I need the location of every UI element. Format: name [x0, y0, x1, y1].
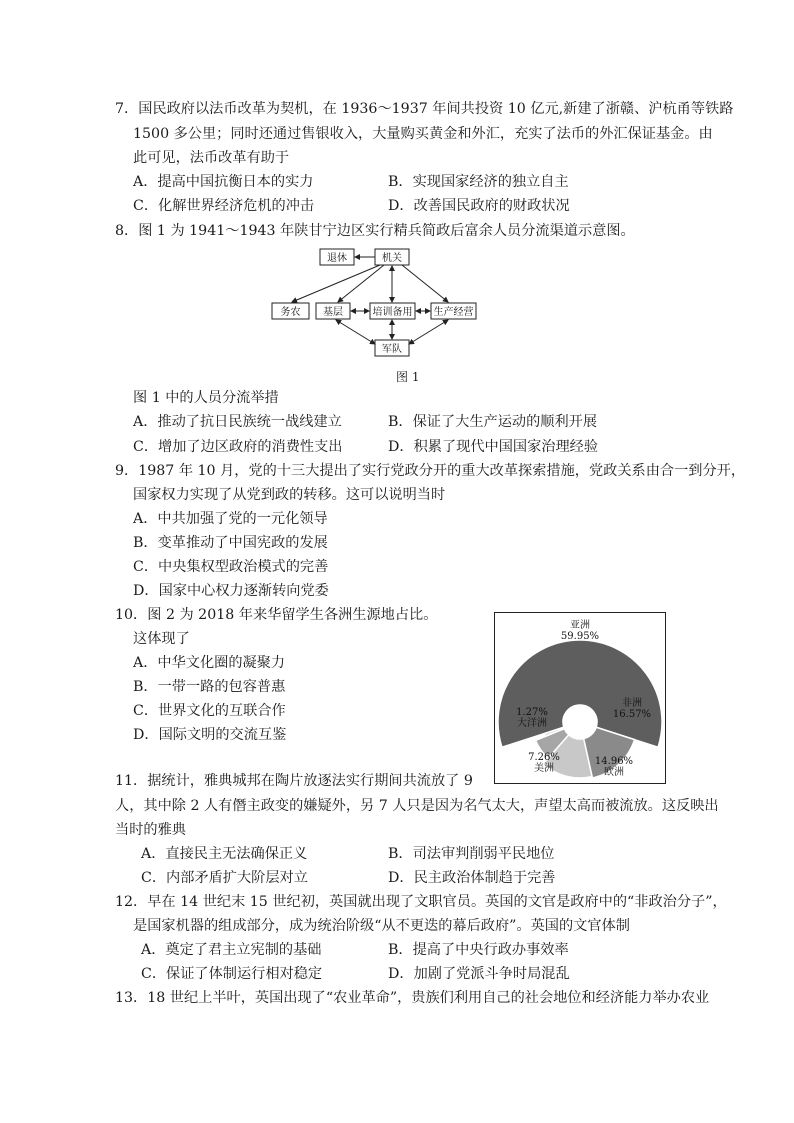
q11-option-c[interactable]: C．内部矛盾扩大阶层对立 — [141, 870, 308, 886]
q8-option-b[interactable]: B．保证了大生产运动的顺利开展 — [388, 414, 598, 430]
q7-option-d[interactable]: D．改善国民政府的财政状况 — [388, 198, 570, 214]
q11-stem-line2: 人，其中除 2 人有僭主政变的嫌疑外，另 7 人只是因为名气太大，声望太高而被流放。这反映出 — [115, 798, 719, 814]
q9-option-c[interactable]: C．中央集权型政治模式的完善 — [133, 559, 329, 575]
q10-option-c[interactable]: C．世界文化的互联合作 — [133, 703, 286, 719]
q11-stem-line3: 当时的雅典 — [115, 822, 186, 838]
q9-option-a[interactable]: A．中共加强了党的一元化领导 — [133, 511, 328, 527]
q10-stem-line2: 这体现了 — [133, 631, 190, 647]
pie-label-name-3: 美洲 — [534, 763, 554, 774]
label-training: 培训备用 — [372, 307, 413, 318]
pie-label-name-4: 大洋洲 — [517, 718, 547, 729]
q12-option-d[interactable]: D．加剧了党派斗争时局混乱 — [388, 966, 570, 982]
label-organ: 机关 — [382, 253, 402, 264]
label-grassroots: 基层 — [323, 307, 343, 318]
q11-stem-line1: 11．据统计，雅典城邦在陶片放逐法实行期间共流放了 9 — [115, 773, 473, 789]
q10-option-a[interactable]: A．中华文化圈的凝聚力 — [133, 655, 286, 671]
q8-option-d[interactable]: D．积累了现代中国国家治理经验 — [388, 439, 599, 455]
q9-stem-line2: 国家权力实现了从党到政的转移。这可以说明当时 — [133, 487, 446, 503]
arrow-organ-grassroots — [338, 265, 384, 302]
q12-option-b[interactable]: B．提高了中央行政办事效率 — [388, 942, 569, 958]
q8-option-a[interactable]: A．推动了抗日民族统一战线建立 — [133, 414, 342, 430]
pie-label-value-4: 1.27% — [516, 707, 548, 718]
q12-stem-line1: 12．早在 14 世纪末 15 世纪初，英国就出现了文职官员。英国的文官是政府中的“非政治分子”， — [115, 894, 727, 910]
q7-option-a[interactable]: A．提高中国抗衡日本的实力 — [133, 174, 314, 190]
pie-label-value-1: 16.57% — [612, 709, 652, 720]
q9-option-d[interactable]: D．国家中心权力逐渐转向党委 — [133, 583, 329, 599]
q9-option-b[interactable]: B．变革推动了中国宪政的发展 — [133, 535, 328, 551]
q7-stem-line3: 此可见，法币改革有助于 — [133, 150, 290, 166]
q9-stem-line1: 9．1987 年 10 月，党的十三大提出了实行党政分开的重大改革探索措施，党政关系由合一到分开， — [115, 463, 746, 479]
arrow-grassroots-army — [336, 320, 375, 344]
q7-stem-line2: 1500 多公里；同时还通过售银收入，大量购买黄金和外汇，充实了法币的外汇保证基金。由 — [133, 126, 713, 142]
q12-option-a[interactable]: A．奠定了君主立宪制的基础 — [141, 942, 322, 958]
pie-center-hole — [564, 706, 596, 738]
q11-option-d[interactable]: D．民主政治体制趋于完善 — [388, 870, 556, 886]
arrow-organ-production — [402, 265, 448, 302]
q8-stem-line1: 8．图 1 为 1941～1943 年陕甘宁边区实行精兵简政后富余人员分流渠道示意图。 — [115, 223, 635, 239]
q8-stem-line2: 图 1 中的人员分流举措 — [133, 390, 279, 406]
q12-stem-line2: 是国家机器的组成部分，成为统治阶级“从不更迭的幕后政府”。英国的文官体制 — [133, 918, 630, 934]
label-production: 生产经营 — [433, 307, 474, 318]
q8-figure-caption: 图 1 — [396, 370, 420, 384]
q10-option-d[interactable]: D．国际文明的交流互鉴 — [133, 727, 287, 743]
pie-label-value-0: 59.95% — [560, 631, 600, 642]
label-army: 军队 — [382, 344, 402, 355]
pie-label-value-3: 7.26% — [528, 752, 560, 763]
q7-stem-line1: 7．国民政府以法币改革为契机，在 1936～1937 年间共投资 10 亿元,新建了浙赣、沪杭甬等铁路 — [115, 101, 734, 117]
q8-option-c[interactable]: C．增加了边区政府的消费性支出 — [133, 439, 343, 455]
q13-stem-line1: 13．18 世纪上半叶，英国出现了“农业革命”，贵族们利用自己的社会地位和经济能力举办农业 — [115, 990, 710, 1006]
arrow-production-army — [409, 320, 448, 344]
label-farming: 务农 — [280, 307, 301, 318]
pie-label-name-1: 非洲 — [622, 698, 642, 709]
q8-flow-diagram — [268, 244, 480, 358]
q11-option-a[interactable]: A．直接民主无法确保正义 — [141, 846, 308, 862]
q10-option-b[interactable]: B．一带一路的包容普惠 — [133, 679, 286, 695]
q7-option-b[interactable]: B．实现国家经济的独立自主 — [388, 174, 569, 190]
q12-option-c[interactable]: C．保证了体制运行相对稳定 — [141, 966, 323, 982]
pie-label-name-2: 欧洲 — [604, 767, 624, 778]
pie-label-value-2: 14.96% — [594, 756, 634, 767]
q11-option-b[interactable]: B．司法审判削弱平民地位 — [388, 846, 555, 862]
pie-label-name-0: 亚洲 — [570, 620, 590, 631]
q10-stem-line1: 10．图 2 为 2018 年来华留学生各洲生源地占比。 — [115, 607, 438, 623]
label-retire: 退休 — [327, 253, 347, 264]
q10-chart — [494, 612, 666, 784]
arrow-organ-farming — [292, 265, 380, 302]
q7-option-c[interactable]: C．化解世界经济危机的冲击 — [133, 198, 315, 214]
